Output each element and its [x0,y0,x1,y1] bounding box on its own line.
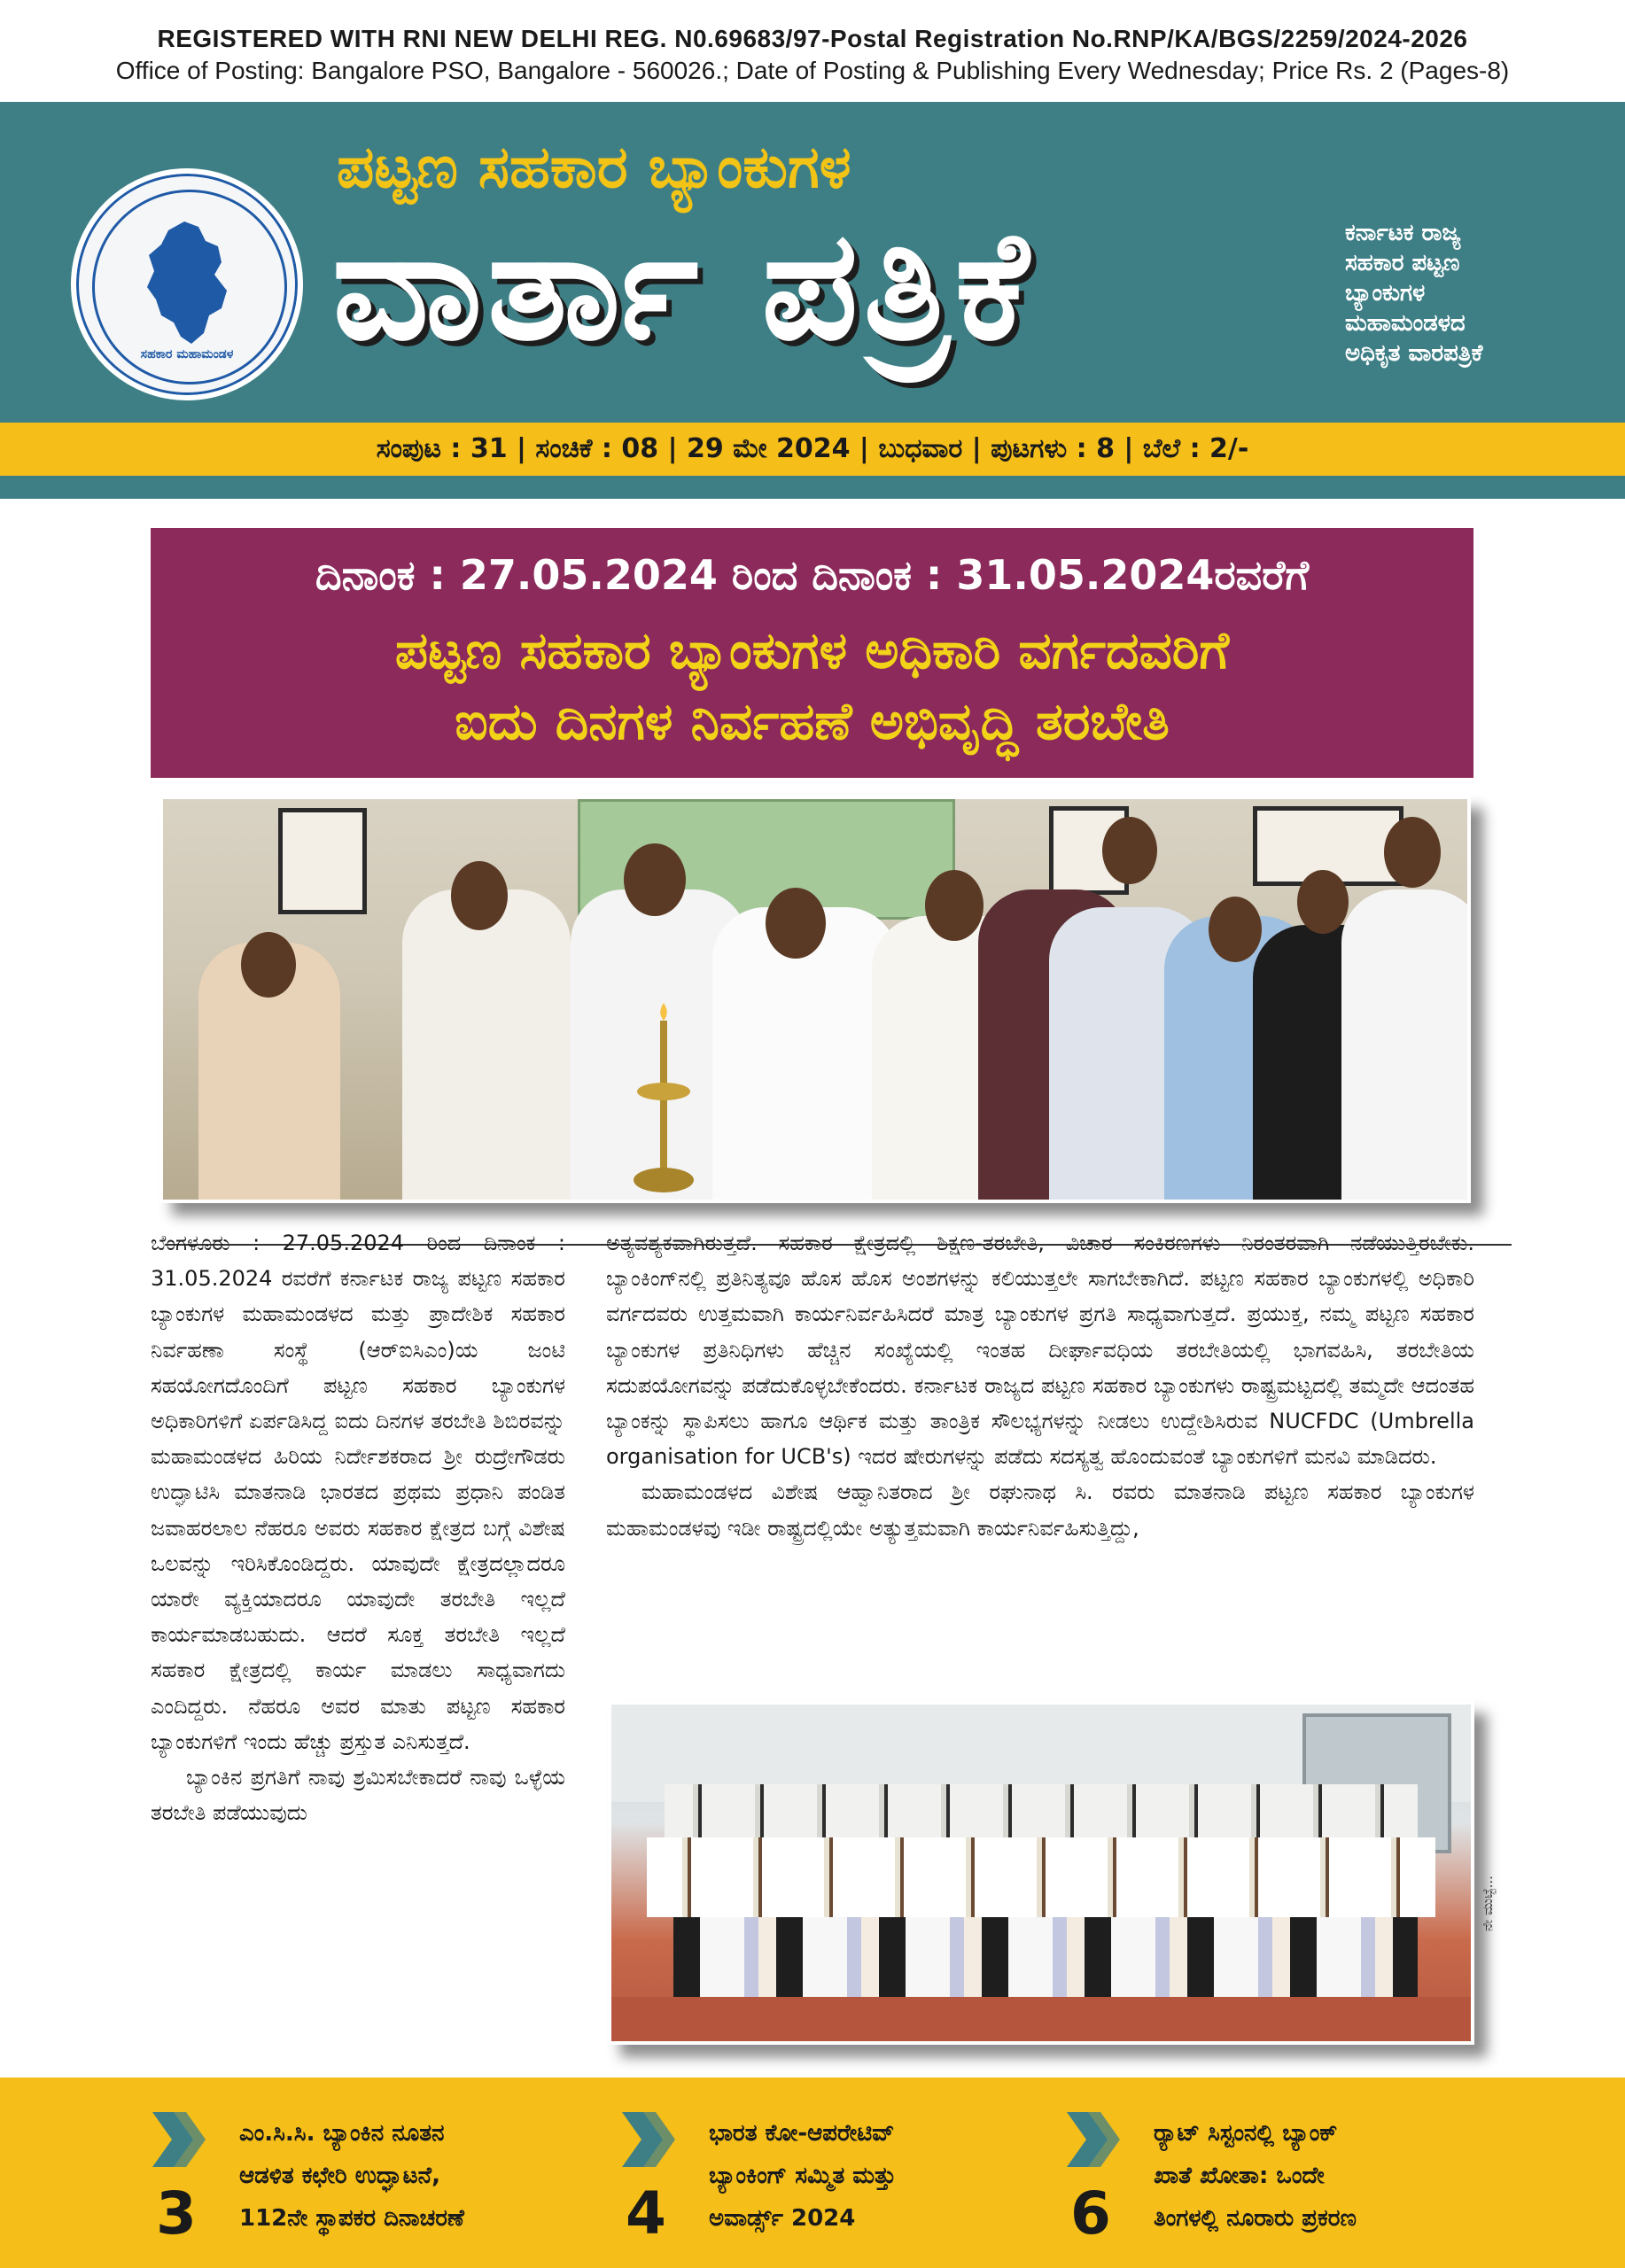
registration-line-2: Office of Posting: Bangalore PSO, Bangalore - 560026.; Date of Posting & Publishing Every Wednesday; Price Rs. 2 (Pages-8) [115,57,1510,84]
teaser-page-number: 4 [626,2179,666,2248]
teaser-line: ಭಾರತ ಕೋ-ಆಪರೇಟಿವ್ [709,2120,895,2147]
teaser-page-3[interactable] [151,2109,576,2250]
person [402,889,571,1203]
wall-frame [278,808,367,914]
teaser-page-6[interactable] [1065,2109,1490,2250]
teaser-line: ಬ್ಯಾಂಕಿಂಗ್ ಸಮ್ಮಿತ ಮತ್ತು [709,2163,897,2189]
masthead-side-text [1345,218,1611,369]
karnataka-map-icon [129,216,245,349]
teaser-page-4[interactable] [620,2109,1046,2250]
banner-date-line: ದಿನಾಂಕ : 27.05.2024 ರಿಂದ ದಿನಾಂಕ : 31.05.2024ರವರೆಗೆ [315,551,1310,599]
article-paragraph: ಬ್ಯಾಂಕಿನ ಪ್ರಗತಿಗೆ ನಾವು ಶ್ರಮಿಸಬೇಕಾದರೆ ನಾವು ಒಳ್ಳೆಯ ತರಬೇತಿ ಪಡೆಯುವುದು [151,1765,565,1826]
article-right-column [606,1225,1474,1546]
person-head [1209,897,1262,962]
side-line: ಸಹಕಾರ ಪಟ್ಟಣ [1345,250,1460,276]
issue-line: ಸಂಪುಟ : 31 | ಸಂಚಿಕೆ : 08 | 29 ಮೇ 2024 | ಬುಧವಾರ | ಪುಟಗಳು : 8 | ಬೆಲೆ : 2/- [376,433,1249,464]
teaser-page-number: 3 [156,2179,197,2248]
federation-logo [71,168,303,400]
banner-headline-2: ಐದು ದಿನಗಳ ನಿರ್ವಹಣೆ ಅಭಿವೃದ್ಧಿ ತರಬೇತಿ [455,691,1170,751]
masthead-bank-title: ಪಟ್ಟಣ ಸಹಕಾರ ಬ್ಯಾಂಕುಗಳ [337,133,851,201]
side-line: ಬ್ಯಾಂಕುಗಳ [1345,280,1426,307]
article-paragraph: ಬೆಂಗಳೂರು : 27.05.2024 ರಿಂದ ದಿನಾಂಕ : 31.05.2024 ರವರೆಗೆ ಕರ್ನಾಟಕ ರಾಜ್ಯ ಪಟ್ಟಣ ಸಹಕಾರ ಬ್ಯಾಂಕುಗಳ ಮಹಾಮಂಡಳದ ಮತ್ತು ಪ್ರಾದೇಶಿಕ ಸಹಕಾರ ನಿರ್ವಹಣಾ ಸಂಸ್ಥೆ (ಆರ್‌ಐಸಿಎಂ)ಯ ಜಂಟಿ ಸಹಯೋಗದೊಂದಿಗೆ ಪಟ್ಟಣ ಸಹಕಾರ ಬ್ಯಾಂಕುಗಳ ಅಧಿಕಾರಿಗಳಿಗೆ ಏರ್ಪಡಿಸಿದ್ದ ಐದು ದಿನಗಳ ತರಬೇತಿ ಶಿಬಿರವನ್ನು ಮಹಾಮಂಡಳದ ಹಿರಿಯ ನಿರ್ದೇಶಕರಾದ ಶ್ರೀ ರುದ್ರೇಗೌಡರು ಉದ್ಘಾಟಿಸಿ ಮಾತನಾಡಿ ಭಾರತದ ಪ್ರಥಮ ಪ್ರಧಾನಿ ಪಂಡಿತ ಜವಾಹರಲಾಲ ನೆಹರೂ ಅವರು ಸಹಕಾರ ಕ್ಷೇತ್ರದ ಬಗ್ಗೆ ವಿಶೇಷ ಒಲವನ್ನು ಇರಿಸಿಕೊಂಡಿದ್ದರು. ಯಾವುದೇ ಕ್ಷೇತ್ರದಲ್ಲಾದರೂ ಯಾರೇ ವ್ಯಕ್ತಿಯಾದರೂ ಯಾವುದೇ ತರಬೇತಿ ಇಲ್ಲದೆ ಕಾರ್ಯಮಾಡಬಹುದು. ಆದರೆ ಸೂಕ್ತ ತರಬೇತಿ ಇಲ್ಲದೆ ಸಹಕಾರ ಕ್ಷೇತ್ರದಲ್ಲಿ ಕಾರ್ಯ ಮಾಡಲು ಸಾಧ್ಯವಾಗದು ಎಂದಿದ್ದರು. ನೆಹರೂ ಅವರ ಮಾತು ಪಟ್ಟಣ ಸಹಕಾರ ಬ್ಯಾಂಕುಗಳಿಗೆ ಇಂದು ಹೆಚ್ಚು ಪ್ರಸ್ತುತ ಎನಿಸುತ್ತದೆ. [151,1231,565,1754]
side-line: ಕರ್ನಾಟಕ ರಾಜ್ಯ [1345,220,1461,246]
chevron-double-icon [151,2109,211,2171]
headline-banner [151,528,1473,778]
side-line: ಅಧಿಕೃತ ವಾರಪತ್ರಿಕೆ [1345,340,1483,367]
article-paragraph: ಮಹಾಮಂಡಳದ ವಿಶೇಷ ಆಹ್ವಾನಿತರಾದ ಶ್ರೀ ರಘುನಾಥ ಸಿ. ರವರು ಮಾತನಾಡಿ ಪಟ್ಟಣ ಸಹಕಾರ ಬ್ಯಾಂಕುಗಳ ಮಹಾಮಂಡಳವು ಇಡೀ ರಾಷ್ಟ್ರದಲ್ಲಿಯೇ ಅತ್ಯುತ್ತಮವಾಗಿ ಕಾರ್ಯನಿರ್ವಹಿಸುತ್ತಿದ್ದು, [606,1480,1474,1541]
chevron-double-icon [620,2109,680,2171]
teaser-line: ಎಂ.ಸಿ.ಸಿ. ಬ್ಯಾಂಕಿನ ನೂತನ [239,2120,445,2147]
article-paragraph: ಅತ್ಯವಶ್ಯಕವಾಗಿರುತ್ತದೆ. ಸಹಕಾರ ಕ್ಷೇತ್ರದಲ್ಲಿ ಶಿಕ್ಷಣ-ತರಬೇತಿ, ವಿಚಾರ ಸಂಕಿರಣಗಳು ನಿರಂತರವಾಗಿ ನಡೆಯುತ್ತಿರಬೇಕು. ಬ್ಯಾಂಕಿಂಗ್‌ನಲ್ಲಿ ಪ್ರತಿನಿತ್ಯವೂ ಹೊಸ ಹೊಸ ಅಂಶಗಳನ್ನು ಕಲಿಯುತ್ತಲೇ ಸಾಗಬೇಕಾಗಿದೆ. ಪಟ್ಟಣ ಸಹಕಾರ ಬ್ಯಾಂಕುಗಳಲ್ಲಿ ಅಧಿಕಾರಿ ವರ್ಗದವರು ಉತ್ತಮವಾಗಿ ಕಾರ್ಯನಿರ್ವಹಿಸಿದರೆ ಮಾತ್ರ ಬ್ಯಾಂಕುಗಳ ಪ್ರಗತಿ ಸಾಧ್ಯವಾಗುತ್ತದೆ. ಪ್ರಯುಕ್ತ, ನಮ್ಮ ಪಟ್ಟಣ ಸಹಕಾರ ಬ್ಯಾಂಕುಗಳ ಪ್ರತಿನಿಧಿಗಳು ಹೆಚ್ಚಿನ ಸಂಖ್ಯೆಯಲ್ಲಿ ಇಂತಹ ದೀರ್ಘಾವಧಿಯ ತರಬೇತಿಯಲ್ಲಿ ಭಾಗವಹಿಸಿ, ತರಬೇತಿಯ ಸದುಪಯೋಗವನ್ನು ಪಡೆದುಕೊಳ್ಳಬೇಕೆಂದರು. ಕರ್ನಾಟಕ ರಾಜ್ಯದ ಪಟ್ಟಣ ಸಹಕಾರ ಬ್ಯಾಂಕುಗಳು ರಾಷ್ಟ್ರಮಟ್ಟದಲ್ಲಿ ತಮ್ಮದೇ ಆದಂತಹ ಬ್ಯಾಂಕನ್ನು ಸ್ಥಾಪಿಸಲು ಹಾಗೂ ಆರ್ಥಿಕ ಮತ್ತು ತಾಂತ್ರಿಕ ಸೌಲಭ್ಯಗಳನ್ನು ನೀಡಲು ಉದ್ದೇಶಿಸಿರುವ NUCFDC (Umbrella organisation for UCB's) ಇದರ ಷೇರುಗಳನ್ನು ಪಡೆದು ಸದಸ್ಯತ್ವ ಹೊಂದುವಂತೆ ಬ್ಯಾಂಕುಗಳಿಗೆ ಮನವಿ ಮಾಡಿದರು. [606,1231,1474,1470]
teaser-text [1154,2112,1490,2240]
person-head [925,870,984,941]
teaser-line: ಅವಾರ್ಡ್ಸ್ 2024 [709,2205,856,2232]
teaser-page-number: 6 [1070,2179,1111,2248]
logo-text: ಸಹಕಾರ ಮಹಾಮಂಡಳ [140,347,234,361]
masthead-bottom-strip [0,476,1625,499]
teaser-line: ಆಡಳಿತ ಕಛೇರಿ ಉದ್ಘಾಟನೆ, [239,2163,440,2189]
registration-line-1: REGISTERED WITH RNI NEW DELHI REG. N0.69683/97-Postal Registration No.RNP/KA/BGS/2259/2024-2026 [157,25,1468,52]
person-head [1384,817,1441,888]
person [1341,889,1471,1203]
person-head [1297,870,1349,934]
article-left-column [151,1225,565,1830]
masthead-paper-title: ವಾರ್ತಾ ಪತ್ರಿಕೆ [332,198,1035,374]
footer-teaser-bar [0,2078,1625,2268]
teaser-line: ತಿಂಗಳಲ್ಲಿ ನೂರಾರು ಪ್ರಕರಣ [1154,2205,1357,2232]
chevron-double-icon [1065,2109,1125,2171]
lamp-lighting-photo [159,796,1471,1203]
issue-bar [0,423,1625,476]
middle-row-people [647,1837,1435,1917]
banner-headline-1: ಪಟ್ಟಣ ಸಹಕಾರ ಬ್ಯಾಂಕುಗಳ ಅಧಿಕಾರಿ ವರ್ಗದವರಿಗೆ [394,620,1230,680]
teaser-line: ಖಾತೆ ಖೋತಾ: ಒಂದೇ [1154,2163,1325,2189]
teaser-line: 112ನೇ ಸ್ಥಾಪಕರ ದಿನಾಚರಣೆ [239,2205,464,2232]
teaser-text [239,2112,576,2240]
floor [611,1997,1471,2041]
person-head [241,932,296,998]
person-head [766,888,826,959]
person-head [624,843,686,916]
brass-lamp-icon [633,1003,695,1203]
person-head [1102,817,1157,884]
person-head [451,861,508,930]
group-photo [608,1701,1474,2045]
photo-side-caption: ನೇ ಮುಟ್ಟೆ... [1480,1876,1496,1931]
teaser-line: ರ್‍ಯಾಟ್ ಸಿಸ್ಟಂನಲ್ಲಿ ಬ್ಯಾಂಕ್ [1154,2120,1338,2147]
side-line: ಮಹಾಮಂಡಳದ [1345,310,1466,337]
teaser-text [709,2112,1046,2240]
